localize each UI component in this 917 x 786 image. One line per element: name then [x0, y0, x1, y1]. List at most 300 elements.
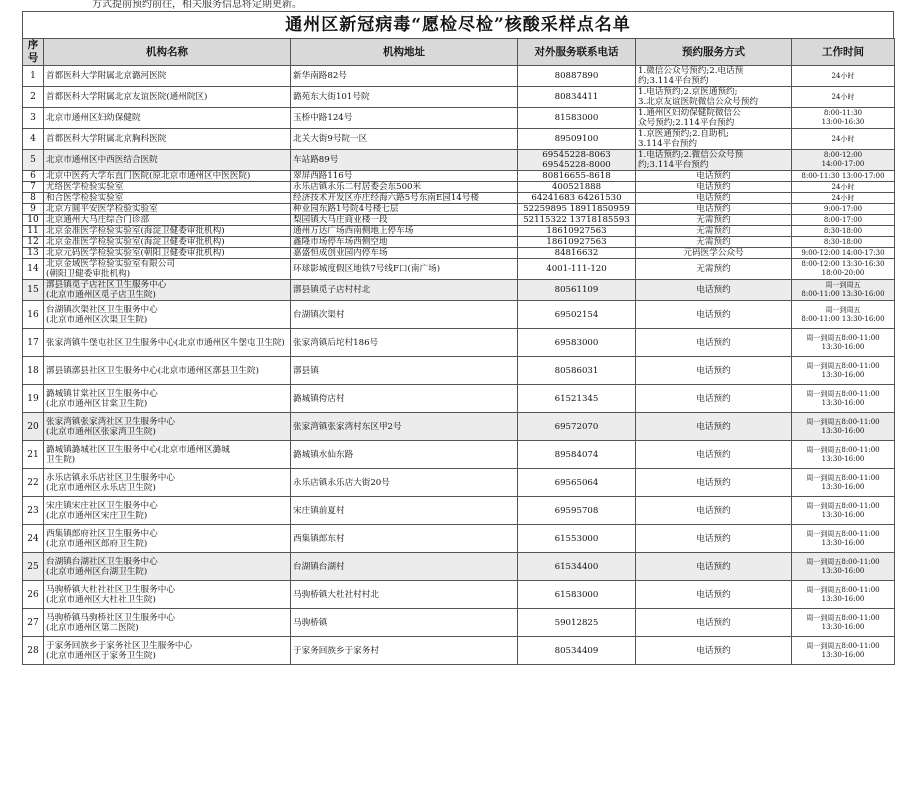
cell-phone	[518, 525, 636, 553]
cell-hours	[792, 193, 895, 204]
cell-name-line: 尤络医学检验实验室	[46, 182, 124, 192]
cell-name-line: 于家务回族乡于家务社区卫生服务中心	[46, 640, 193, 651]
header-hours: 工作时间	[792, 39, 895, 66]
cell-name	[44, 259, 291, 280]
table-row	[23, 301, 895, 329]
cell-name-line: (北京市通州区张家湾卫生院)	[46, 426, 156, 437]
cell-address-line: 于家务回族乡于家务村	[293, 645, 379, 656]
table-row	[23, 237, 895, 248]
cell-name	[44, 469, 291, 497]
cell-method	[636, 150, 792, 171]
cell-no: 22	[23, 469, 44, 497]
cell-phone-line: 64241683 64261530	[531, 193, 622, 203]
cell-no: 15	[23, 280, 44, 301]
table-row	[23, 215, 895, 226]
table-row	[23, 329, 895, 357]
cell-address-line: 新华南路82号	[293, 71, 347, 81]
cell-address-line: 通州万达广场西南侧地上停车场	[293, 226, 414, 236]
cell-phone-line: 80834411	[554, 92, 599, 102]
cell-phone	[518, 237, 636, 248]
cell-name	[44, 129, 291, 150]
cell-phone	[518, 215, 636, 226]
cell-hours	[792, 301, 895, 329]
table-row	[23, 581, 895, 609]
cell-name	[44, 215, 291, 226]
cell-name	[44, 182, 291, 193]
cell-hours-line: 13:30-16:00	[821, 482, 865, 491]
cell-hours-line: 周一到周五	[825, 305, 861, 314]
cell-method-line: 无需预约	[696, 264, 731, 274]
cell-phone-line: 80816655-8618	[542, 171, 611, 181]
top-note: 方式提前预约前往，相关服务信息将定期更新。	[92, 0, 302, 10]
cell-hours-line: 24小时	[831, 92, 855, 101]
cell-method	[636, 497, 792, 525]
cell-phone	[518, 66, 636, 87]
cell-phone	[518, 226, 636, 237]
cell-method	[636, 385, 792, 413]
cell-phone	[518, 301, 636, 329]
cell-name	[44, 609, 291, 637]
cell-name-line: (北京市通州区甘棠卫生院)	[46, 398, 148, 409]
cell-method-line: 电话预约	[696, 617, 731, 628]
cell-name	[44, 150, 291, 171]
cell-phone	[518, 193, 636, 204]
cell-method-line: 1.电话预约;2.微信公众号预	[638, 150, 744, 160]
cell-hours-line: 24小时	[831, 193, 855, 202]
cell-no: 19	[23, 385, 44, 413]
cell-phone	[518, 413, 636, 441]
cell-hours	[792, 108, 895, 129]
cell-phone-line: 80561109	[554, 285, 599, 295]
cell-phone-line: 61553000	[554, 533, 599, 544]
cell-phone-line: 69565064	[554, 477, 599, 488]
cell-method	[636, 108, 792, 129]
cell-hours-line: 13:30-16:00	[821, 370, 865, 379]
cell-name-line: 潞城镇潞城社区卫生服务中心(北京市通州区潞城	[46, 444, 230, 455]
cell-address	[291, 280, 518, 301]
cell-address-line: 西集镇郎东村	[293, 533, 345, 544]
cell-address	[291, 637, 518, 665]
cell-address	[291, 441, 518, 469]
cell-name-line: 张家湾镇张家湾社区卫生服务中心	[46, 416, 175, 427]
cell-hours-line: 周一到周五8:00-11:00	[806, 613, 880, 622]
cell-hours-line: 周一到周五8:00-11:00	[806, 333, 880, 342]
cell-address-line: 张家湾镇张家湾村东区甲2号	[293, 421, 402, 432]
cell-name	[44, 108, 291, 129]
cell-phone-line: 84816632	[554, 248, 599, 258]
cell-method-line: 电话预约	[696, 477, 731, 488]
cell-hours	[792, 215, 895, 226]
cell-name-line: (北京市通州区大杜社卫生院)	[46, 594, 156, 605]
cell-address-line: 马驹桥镇大杜社村村北	[293, 589, 379, 600]
cell-hours	[792, 237, 895, 248]
cell-name	[44, 637, 291, 665]
cell-method-line: 电话预约	[696, 645, 731, 656]
cell-phone	[518, 171, 636, 182]
cell-method	[636, 525, 792, 553]
cell-address	[291, 108, 518, 129]
cell-hours-line: 8:00-12:00	[823, 151, 863, 159]
cell-phone-line: 52115322 13718185593	[523, 215, 630, 225]
cell-no: 18	[23, 357, 44, 385]
cell-address-line: 台湖镇次渠村	[293, 309, 345, 320]
cell-name-line: 宋庄镇宋庄社区卫生服务中心	[46, 500, 158, 511]
cell-method-line: 电话预约	[696, 365, 731, 376]
cell-no: 20	[23, 413, 44, 441]
cell-address	[291, 553, 518, 581]
cell-phone-line: 18610927563	[546, 226, 607, 236]
cell-method-line: 电话预约	[696, 533, 731, 544]
cell-name-line: (北京市通州区宋庄卫生院)	[46, 510, 148, 521]
cell-method-line: 电话预约	[696, 421, 731, 432]
cell-hours	[792, 150, 895, 171]
cell-no: 3	[23, 108, 44, 129]
cell-phone	[518, 204, 636, 215]
cell-address	[291, 329, 518, 357]
cell-name-line: 漷县镇觅子店社区卫生服务中心	[46, 280, 167, 290]
cell-name	[44, 280, 291, 301]
cell-name	[44, 66, 291, 87]
cell-hours-line: 8:00-11:30 13:00-17:00	[801, 171, 885, 180]
cell-hours-line: 8:00-11:00 13:30-16:00	[801, 290, 885, 298]
cell-name-line: 马驹桥镇马驹桥社区卫生服务中心	[46, 612, 175, 623]
header-address: 机构地址	[291, 39, 518, 66]
cell-address	[291, 204, 518, 215]
cell-method-line: 电话预约	[696, 309, 731, 320]
cell-phone-line: 69572070	[554, 421, 599, 432]
cell-method	[636, 226, 792, 237]
header-phone: 对外服务联系电话	[518, 39, 636, 66]
cell-address-line: 经济技术开发区亦庄经海六路5号东南E园14号楼	[293, 193, 479, 203]
cell-phone-line: 89584074	[554, 449, 599, 460]
cell-hours-line: 13:30-16:00	[821, 454, 865, 463]
cell-address	[291, 413, 518, 441]
cell-name-line: 北京元码医学检验实验室(朝阳卫健委审批机构)	[46, 248, 225, 258]
cell-method-line: 电话预约	[696, 505, 731, 516]
cell-hours	[792, 87, 895, 108]
cell-address	[291, 215, 518, 226]
cell-phone	[518, 581, 636, 609]
cell-name-line: (北京市通州区于家务卫生院)	[46, 650, 156, 661]
cell-address-line: 漷县镇觅子店村村北	[293, 285, 371, 295]
table-row	[23, 150, 895, 171]
table-row	[23, 497, 895, 525]
cell-no: 2	[23, 87, 44, 108]
table-row	[23, 525, 895, 553]
cell-phone	[518, 637, 636, 665]
cell-method-line: 无需预约	[696, 226, 731, 236]
cell-hours-line: 13:30-16:00	[821, 426, 865, 435]
cell-method-line: 1.京医通预约;2.自助机;	[638, 129, 729, 139]
cell-method-line: 1.微信公众号预约;2.电话预	[638, 66, 744, 76]
cell-no: 13	[23, 248, 44, 259]
table-row	[23, 413, 895, 441]
cell-method-line: 电话预约	[696, 193, 731, 203]
cell-method	[636, 129, 792, 150]
cell-name-line: 张家湾镇牛堡屯社区卫生服务中心(北京市通州区牛堡屯卫生院)	[46, 337, 285, 348]
cell-method	[636, 609, 792, 637]
cell-hours-line: 周一到周五8:00-11:00	[806, 417, 880, 426]
cell-address-line: 永乐店镇永乐店大街20号	[293, 477, 390, 488]
table-row	[23, 441, 895, 469]
cell-phone	[518, 280, 636, 301]
table-row	[23, 553, 895, 581]
cell-address-line: 潞城镇侉店村	[293, 393, 345, 404]
cell-name-line: 北京市通州区中西医结合医院	[46, 155, 158, 165]
table-row	[23, 259, 895, 280]
cell-method-line: 电话预约	[696, 285, 731, 295]
cell-hours-line: 周一到周五8:00-11:00	[806, 501, 880, 510]
table-row	[23, 193, 895, 204]
cell-name	[44, 581, 291, 609]
cell-address	[291, 150, 518, 171]
cell-hours-line: 18:00-20:00	[821, 269, 865, 277]
cell-phone	[518, 150, 636, 171]
cell-no: 8	[23, 193, 44, 204]
cell-no: 26	[23, 581, 44, 609]
cell-address	[291, 193, 518, 204]
table-row	[23, 226, 895, 237]
cell-address	[291, 66, 518, 87]
cell-address-line: 梨园镇大马庄商业楼一段	[293, 215, 388, 225]
cell-hours-line: 周一到周五8:00-11:00	[806, 585, 880, 594]
cell-hours	[792, 385, 895, 413]
cell-hours	[792, 329, 895, 357]
cell-name-line: 漷县镇漷县社区卫生服务中心(北京市通州区漷县卫生院)	[46, 365, 259, 376]
cell-name	[44, 329, 291, 357]
cell-phone-line: 81583000	[554, 113, 599, 123]
cell-phone	[518, 182, 636, 193]
cell-name-line: (北京市通州区郎府卫生院)	[46, 538, 148, 549]
cell-address-line: 漷县镇	[293, 365, 319, 376]
cell-name	[44, 413, 291, 441]
cell-name	[44, 497, 291, 525]
cell-hours-line: 13:00-16:30	[821, 118, 865, 126]
cell-name-line: 台湖镇次渠社区卫生服务中心	[46, 304, 158, 315]
cell-hours-line: 24小时	[831, 134, 855, 143]
cell-address	[291, 259, 518, 280]
cell-hours	[792, 171, 895, 182]
table-row	[23, 66, 895, 87]
cell-phone-line: 69595708	[554, 505, 599, 516]
cell-hours-line: 13:30-16:00	[821, 566, 865, 575]
cell-name-line: 北京金准医学检验实验室(海淀卫健委审批机构)	[46, 226, 225, 236]
cell-no: 4	[23, 129, 44, 150]
cell-no: 28	[23, 637, 44, 665]
cell-name	[44, 441, 291, 469]
cell-method-line: 众号预约;2.114平台预约	[638, 118, 735, 128]
page-title: 通州区新冠病毒“愿检尽检”核酸采样点名单	[22, 11, 894, 38]
cell-hours-line: 周一到周五	[825, 281, 861, 289]
cell-hours-line: 周一到周五8:00-11:00	[806, 389, 880, 398]
cell-hours	[792, 182, 895, 193]
cell-hours	[792, 553, 895, 581]
cell-address-line: 车站路89号	[293, 155, 339, 165]
cell-address	[291, 301, 518, 329]
cell-name-line: 和合医学检验实验室	[46, 193, 124, 203]
cell-name	[44, 204, 291, 215]
cell-phone-line: 69583000	[554, 337, 599, 348]
cell-hours-line: 周一到周五8:00-11:00	[806, 557, 880, 566]
cell-name-line: 北京中医药大学东直门医院(原北京市通州区中医医院)	[46, 171, 251, 181]
cell-method	[636, 248, 792, 259]
cell-no: 27	[23, 609, 44, 637]
cell-method	[636, 280, 792, 301]
cell-hours-line: 24小时	[831, 71, 855, 80]
cell-address-line: 潞城镇水仙东路	[293, 449, 354, 460]
cell-name-line: 卫生院)	[46, 454, 76, 465]
cell-method	[636, 182, 792, 193]
cell-address-line: 环球影城度假区地铁7号线F口(南广场)	[293, 264, 441, 274]
cell-address-line: 永乐店镇永乐二村居委会东500米	[293, 182, 422, 192]
cell-method	[636, 637, 792, 665]
cell-method	[636, 171, 792, 182]
cell-hours	[792, 248, 895, 259]
cell-method	[636, 301, 792, 329]
cell-phone	[518, 87, 636, 108]
cell-hours-line: 周一到周五8:00-11:00	[806, 445, 880, 454]
cell-method	[636, 259, 792, 280]
cell-no: 16	[23, 301, 44, 329]
cell-name-line: (北京市通州区永乐店卫生院)	[46, 482, 156, 493]
cell-method	[636, 469, 792, 497]
cell-phone-line: 400521888	[551, 182, 602, 192]
cell-hours-line: 13:30-16:00	[821, 538, 865, 547]
cell-address	[291, 226, 518, 237]
cell-phone	[518, 609, 636, 637]
cell-method-line: 无需预约	[696, 215, 731, 225]
cell-phone-line: 89509100	[554, 134, 599, 144]
cell-phone-line: 80586031	[554, 365, 599, 376]
cell-no: 11	[23, 226, 44, 237]
cell-name	[44, 357, 291, 385]
cell-phone-line: 61534400	[554, 561, 599, 572]
cell-address	[291, 385, 518, 413]
cell-phone-line: 52259895 18911850959	[523, 204, 630, 214]
cell-phone-line: 61583000	[554, 589, 599, 600]
cell-address	[291, 497, 518, 525]
cell-no: 10	[23, 215, 44, 226]
cell-no: 12	[23, 237, 44, 248]
cell-address-line: 嘉盛恒成创业园内停车场	[293, 248, 388, 258]
cell-hours-line: 13:30-16:00	[821, 398, 865, 407]
table-row	[23, 248, 895, 259]
table-row	[23, 182, 895, 193]
cell-hours	[792, 581, 895, 609]
cell-name	[44, 237, 291, 248]
cell-method-line: 3.114平台预约	[638, 139, 697, 149]
table-row	[23, 171, 895, 182]
cell-address-line: 潞苑东大街101号院	[293, 92, 370, 102]
cell-address-line: 北关大街9号院一区	[293, 134, 368, 144]
cell-name-line: 北京通州大马庄综合门诊部	[46, 215, 150, 225]
cell-hours	[792, 66, 895, 87]
cell-name	[44, 525, 291, 553]
cell-phone	[518, 329, 636, 357]
cell-method-line: 电话预约	[696, 449, 731, 460]
cell-phone-line: 18610927563	[546, 237, 607, 247]
cell-address	[291, 87, 518, 108]
table-row	[23, 108, 895, 129]
sampling-sites-table	[22, 38, 895, 665]
cell-name-line: 首都医科大学附属北京潞河医院	[46, 71, 167, 81]
cell-method-line: 电话预约	[696, 204, 731, 214]
cell-method-line: 约;3.114平台预约	[638, 160, 709, 170]
cell-phone-line: 61521345	[554, 393, 599, 404]
cell-name	[44, 385, 291, 413]
cell-name-line: 首都医科大学附属北京胸科医院	[46, 134, 167, 144]
cell-address	[291, 581, 518, 609]
cell-name	[44, 226, 291, 237]
table-body	[23, 66, 895, 665]
cell-method-line: 元码医学公众号	[683, 248, 744, 258]
cell-phone	[518, 469, 636, 497]
cell-phone	[518, 108, 636, 129]
cell-no: 6	[23, 171, 44, 182]
document-sheet	[22, 11, 894, 665]
cell-method	[636, 87, 792, 108]
header-method: 预约服务方式	[636, 39, 792, 66]
cell-method-line: 电话预约	[696, 337, 731, 348]
cell-address-line: 张家湾镇后坨村186号	[293, 337, 379, 348]
cell-hours	[792, 525, 895, 553]
cell-hours	[792, 609, 895, 637]
cell-name	[44, 171, 291, 182]
cell-phone	[518, 259, 636, 280]
cell-phone-line: 59012825	[554, 617, 599, 628]
cell-hours-line: 13:30-16:00	[821, 594, 865, 603]
cell-name-line: 马驹桥镇大杜社社区卫生服务中心	[46, 584, 175, 595]
cell-name	[44, 301, 291, 329]
cell-address-line: 宋庄镇前夏村	[293, 505, 345, 516]
cell-method-line: 电话预约	[696, 589, 731, 600]
cell-no: 17	[23, 329, 44, 357]
cell-hours	[792, 259, 895, 280]
cell-hours-line: 14:00-17:00	[821, 160, 865, 168]
cell-no: 21	[23, 441, 44, 469]
cell-name-line: 永乐店镇永乐店社区卫生服务中心	[46, 472, 175, 483]
cell-method	[636, 66, 792, 87]
cell-hours-line: 周一到周五8:00-11:00	[806, 529, 880, 538]
cell-address	[291, 237, 518, 248]
cell-name-line: 西集镇郎府社区卫生服务中心	[46, 528, 158, 539]
cell-hours-line: 8:00-11:30	[823, 109, 863, 117]
cell-method	[636, 357, 792, 385]
cell-address-line: 马驹桥镇	[293, 617, 328, 628]
cell-hours	[792, 129, 895, 150]
cell-phone-line: 69545228-8000	[542, 160, 611, 170]
cell-method	[636, 581, 792, 609]
cell-phone	[518, 357, 636, 385]
cell-hours-line: 24小时	[831, 182, 855, 191]
cell-phone-line: 69545228-8063	[542, 150, 611, 160]
cell-phone-line: 80534409	[554, 645, 599, 656]
cell-address	[291, 357, 518, 385]
cell-method-line: 电话预约	[696, 171, 731, 181]
cell-name-line: 首都医科大学附属北京友谊医院(通州院区)	[46, 92, 208, 102]
cell-name	[44, 248, 291, 259]
cell-method	[636, 329, 792, 357]
cell-method	[636, 204, 792, 215]
cell-address	[291, 609, 518, 637]
cell-no: 23	[23, 497, 44, 525]
cell-no: 24	[23, 525, 44, 553]
cell-name-line: (北京市通州区第二医院)	[46, 622, 139, 633]
cell-hours-line: 8:00-12:00 13:30-16:30	[801, 260, 885, 268]
cell-hours-line: 13:30-16:00	[821, 510, 865, 519]
cell-hours-line: 周一到周五8:00-11:00	[806, 473, 880, 482]
cell-no: 1	[23, 66, 44, 87]
